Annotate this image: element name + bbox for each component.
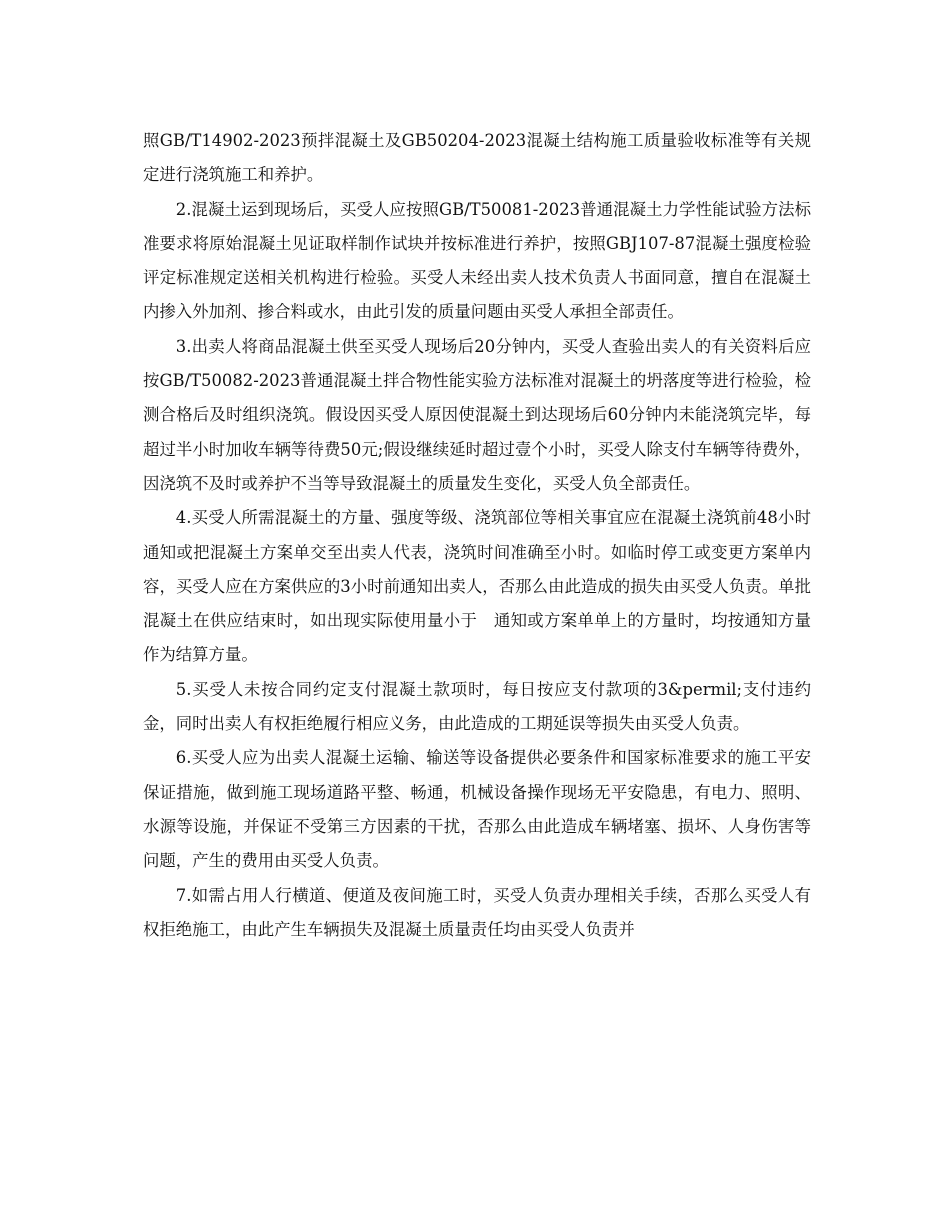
- paragraph-clause-6: 6.买受人应为出卖人混凝土运输、输送等设备提供必要条件和国家标准要求的施工平安保证措施，做到施工现场道路平整、畅通，机械设备操作现场无平安隐患，有电力、照明、水源等设施，并保证不受第三方因素的干扰，否那么由此造成车辆堵塞、损坏、人身伤害等问题，产生的费用由买受人负责。: [143, 748, 811, 871]
- paragraph-clause-7: 7.如需占用人行横道、便道及夜间施工时，买受人负责办理相关手续，否那么买受人有权拒绝施工，由此产生车辆损失及混凝土质量责任均由买受人负责并: [143, 885, 811, 939]
- paragraph-clause-2: 2.混凝土运到现场后，买受人应按照GB/T50081-2023普通混凝土力学性能试验方法标准要求将原始混凝土见证取样制作试块并按标准进行养护，按照GBJ107-87混凝土强度检验评定标准规定送相关机构进行检验。买受人未经出卖人技术负责人书面同意，擅自在混凝土内掺入外加剂、掺合料或水，由此引发的质量问题由买受人承担全部责任。: [143, 199, 811, 322]
- paragraph-clause-4: 4.买受人所需混凝土的方量、强度等级、浇筑部位等相关事宜应在混凝土浇筑前48小时 通知或把混凝土方案单交至出卖人代表，浇筑时间准确至小时。如临时停工或变更方案单内容，买受人应在方案供应的3小时前通知出卖人，否那么由此造成的损失由买受人负责。单批混凝土在供应结束时，如出现实际使用量小于 通知或方案单单上的方量时，均按通知方量作为结算方量。: [143, 508, 828, 665]
- paragraph-clause-3: 3.出卖人将商品混凝土供至买受人现场后20分钟内，买受人查验出卖人的有关资料后应按GB/T50082-2023普通混凝土拌合物性能实验方法标准对混凝土的坍落度等进行检验，检测合格后及时组织浇筑。假设因买受人原因使混凝土到达现场后60分钟内未能浇筑完毕，每超过半小时加收车辆等待费50元;假设继续延时超过壹个小时，买受人除支付车辆等待费外，因浇筑不及时或养护不当等导致混凝土的质量发生变化，买受人负全部责任。: [143, 336, 811, 493]
- paragraph-clause-5: 5.买受人未按合同约定支付混凝土款项时，每日按应支付款项的3&permil;支付违约金，同时出卖人有权拒绝履行相应义务，由此造成的工期延误等损失由买受人负责。: [143, 679, 811, 734]
- paragraph-continuation: 照GB/T14902-2023预拌混凝土及GB50204-2023混凝土结构施工质量验收标准等有关规定进行浇筑施工和养护。: [143, 131, 811, 185]
- document-page: [143, 124, 828, 947]
